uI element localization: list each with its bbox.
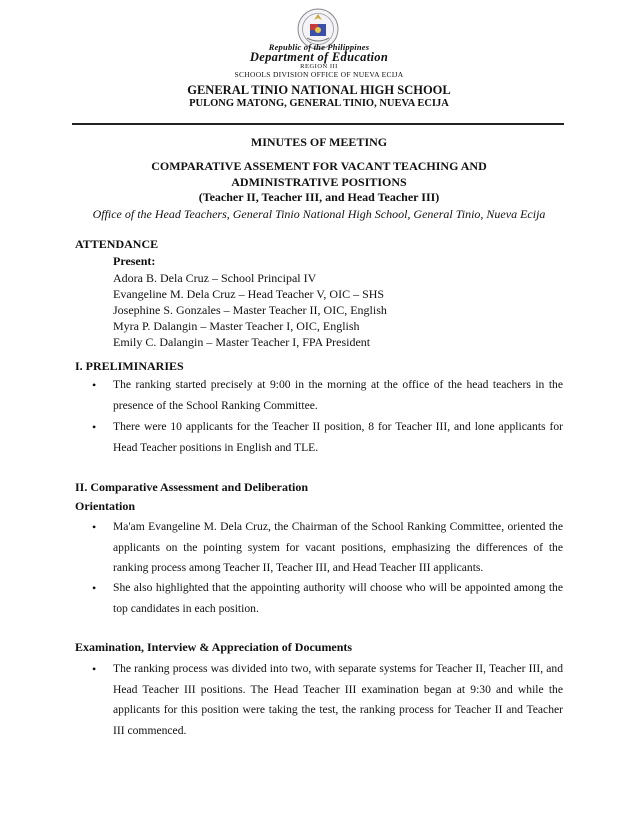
preliminaries-heading: I. PRELIMINARIES [75,359,184,373]
exam-item: The ranking process was divided into two, with separate systems for Teacher II, Teacher III, and Head Teacher III positions. The Head Teacher III examination began at 9:30 and while the applicants for this position were taking the test, the ranking process for Teacher II and Teacher III commenced. [113,662,563,737]
bullet-icon: • [92,420,97,434]
school-address: PULONG MATONG, GENERAL TINIO, NUEVA ECIJA [189,98,449,109]
orientation-item: Ma'am Evangeline M. Dela Cruz, the Chairman of the School Ranking Committee, oriented the applicants on the pointing system for vacant positions, emphasizing the differences of the ranking process among Teacher II, Teacher III, and Head Teacher III applicants. [113,520,563,574]
bullet-icon: • [92,662,97,676]
letterhead-republic: Republic of the Philippines [268,42,370,52]
letterhead-department: Department of Education [249,50,389,64]
header-divider [72,123,564,125]
orientation-heading: Orientation [75,499,135,513]
comparative-title: COMPARATIVE ASSEMENT FOR VACANT TEACHING AND ADMINISTRATIVE POSITIONS [151,159,487,189]
minutes-title: MINUTES OF MEETING [250,135,388,149]
school-name: GENERAL TINIO NATIONAL HIGH SCHOOL [187,83,451,97]
positions-subtitle: (Teacher II, Teacher III, and Head Teacher III) [198,190,440,204]
preliminaries-item: There were 10 applicants for the Teacher II position, 8 for Teacher III, and lone applicants for Head Teacher positions in English and TLE. [113,420,563,454]
orientation-item: She also highlighted that the appointing authority will choose who will be appointed among the top candidates in each position. [113,581,563,615]
present-label: Present: [113,254,156,268]
meeting-location: Office of the Head Teachers, General Tinio National High School, General Tinio, Nueva Ecija [92,207,546,221]
attendee-item: Emily C. Dalangin – Master Teacher I, FPA President [113,335,371,349]
attendee-item: Josephine S. Gonzales – Master Teacher II, OIC, English [113,303,387,317]
exam-heading: Examination, Interview & Appreciation of Documents [75,640,353,654]
attendee-item: Myra P. Dalangin – Master Teacher I, OIC, English [113,319,360,333]
assessment-heading: II. Comparative Assessment and Deliberation [75,480,308,494]
preliminaries-item: The ranking started precisely at 9:00 in the morning at the office of the head teachers in the presence of the School Ranking Committee. [113,378,563,412]
bullet-icon: • [92,378,97,392]
letterhead-region: REGION III [300,63,338,70]
bullet-icon: • [92,581,97,595]
attendee-item: Adora B. Dela Cruz – School Principal IV [113,271,317,285]
bullet-icon: • [92,520,97,534]
attendance-heading: ATTENDANCE [75,237,159,251]
attendee-item: Evangeline M. Dela Cruz – Head Teacher V, OIC – SHS [113,287,385,301]
letterhead-division: SCHOOLS DIVISION OFFICE OF NUEVA ECIJA [234,70,404,79]
